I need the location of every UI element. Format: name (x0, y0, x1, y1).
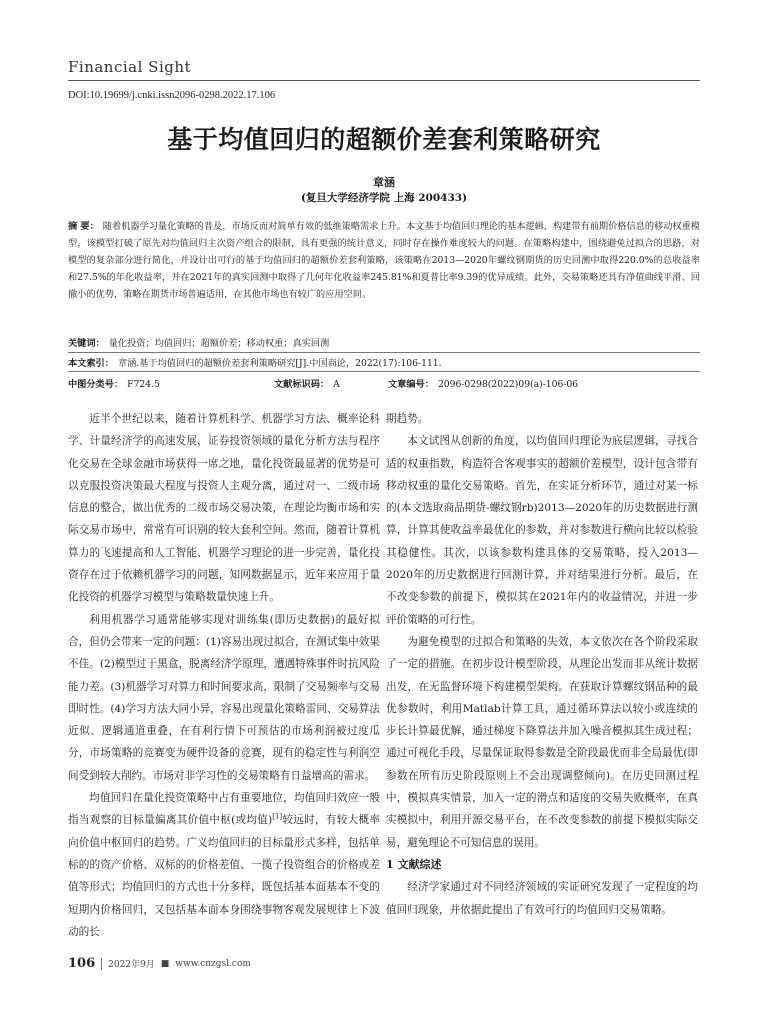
body-paragraph: 近半个世纪以来，随着计算机科学、机器学习方法、概率论科学、计量经济学的高速发展，证券投资领域的量化分析方法与程序化交易在全球金融市场获得一席之地，量化投资最显著的优势是可以克服投资决策最大程度与投资人主观分离，通过对一、二级市场信息的整合，做出优秀的二级市场交易决策，在理论均衡市场和实际交易市场中，常常有可识别的较大套利空间。然而，随着计算机算力的飞速提高和人工智能、机器学习理论的进一步完善，量化投资存在过于依赖机器学习的问题，知网数据显示，近年来应用于量化投资的机器学习模型与策略数量快速上升。 (68, 413, 380, 604)
journal-website[interactable]: www.cnzgsl.com (175, 958, 251, 969)
article-no-value: 2096-0298(2022)09(a)-106-06 (437, 379, 579, 390)
section-heading: 1 文献综述 (386, 857, 442, 871)
body-paragraph: 本文试图从创新的角度，以均值回归理论为底层逻辑，寻找合适的权重指数，构造符合客观事实的超额价差模型，设计包含带有移动权重的量化交易策略。首先，在实证分析环节，通过对某一标的(本文选取商品期货-螺纹钢rb)2013—2020年的历史数据进行测算，计算其使收益率最优化的参数，并对参数进行横向比较以检验其稳健性。其次，以该参数构建具体的交易策略，投入2013—2020年的历史数据进行回测计算，并对结果进行分析。最后，在不改变参数的前提下，模拟其在2021年内的收益情况，并进一步评价策略的可行性。 (386, 435, 698, 626)
keywords (68, 335, 700, 349)
author: 章涵 (373, 176, 395, 189)
footer-divider (101, 958, 102, 970)
abstract-text: 随着机器学习量化策略的普及，市场反而对简单有效的低维策略需求上升。本文基于均值回归理论的基本逻辑，构建带有前期价格信息的移动权重模型，该模型打破了原先对均值回归主次资产组合的限制，具有更强的统计意义，同时存在操作难度较大的问题。在策略构建中，围绕避免过拟合的思路，对模型的复杂部分进行简化，并设计出可行的基于均值回归的超额价差套利策略，该策略在2013—2020年螺纹钢期货的历史回测中取得220.0%的总收益率和27.5%的年化收益率，并在2021年的真实回测中取得了几何年化收益率245.81%和夏普比率9.39的优异成绩。此外，交易策略还具有净值曲线平滑、回撤小的优势，策略在期货市场普遍适用，在其他市场也有较广的应用空间。 (68, 221, 700, 300)
body-paragraph: 利用机器学习通常能够实现对训练集(即历史数据)的最好拟合，但仍会带来一定的问题：(1)容易出现过拟合，在测试集中效果不佳。(2)模型过于黑盒，脱离经济学原理，遭遇特殊事件时抗风险能力差。(3)机器学习对算力和时间要求高，限制了交易频率与交易即时性。(4)学习方法大同小异，容易出现量化策略雷同、交易算法近似、逻辑通道重叠，在有利行情下可预估的市场利润被过度瓜分，市场策略的竞赛变为硬件设备的竞赛，现有的稳定性与利润空间受到较大削约。市场对非学习性的交易策略有日益增高的需求。 (68, 613, 380, 782)
body-column-left (68, 408, 380, 943)
article-no-label: 文章编号： (388, 379, 434, 390)
bullet: ■ (160, 958, 170, 969)
divider (68, 371, 700, 372)
clc-label: 中图分类号： (68, 379, 124, 390)
citation (68, 355, 700, 369)
page-footer (68, 956, 251, 971)
doi: DOI:10.19699/j.cnki.issn2096-0298.2022.17.106 (68, 90, 276, 101)
body-paragraph: 经济学家通过对不同经济领域的实证研究发现了一定程度的均值回归现象，并依据此提出了有效可行的均值回归交易策略。 (386, 881, 698, 916)
citation-label: 本文索引： (68, 358, 114, 369)
affiliation: (复旦大学经济学院 上海 200433) (300, 192, 468, 204)
body-paragraph: 期趋势。 (386, 413, 429, 425)
article-title: 基于均值回归的超额价差套利策略研究 (167, 125, 601, 154)
keywords-text: 量化投资；均值回归；超额价差；移动权重；真实回测 (108, 338, 330, 349)
body-paragraph (68, 787, 380, 943)
header-divider (68, 80, 700, 81)
citation-ref[interactable]: [1] (272, 812, 283, 821)
abstract-label: 摘 要： (68, 221, 99, 232)
issue-date: 2022年9月 (108, 960, 155, 970)
page-number: 106 (68, 956, 96, 971)
body-column-right (386, 408, 698, 921)
divider (68, 352, 700, 353)
clc-value: F724.5 (127, 379, 160, 390)
body-text: 较远时，有较大概率向价值中枢回归的趋势。广义均值回归的目标量形式多样，包括单标的的资产价格、双标的的价格差值、一揽子投资组合的价格或差值等形式；均值回归的方式也十分多样，既包括基本面基本不变的短期内价格回归，又包括基本面本身围绕事物客观发展规律上下波动的长 (68, 814, 381, 938)
body-text: 均值回归在量化投资策略中占有重要地位，均值回归效应一般指当观察的目标量偏离其价值中枢(或均值) (68, 792, 380, 827)
doc-code-label: 文献标识码： (274, 379, 330, 390)
abstract (68, 218, 700, 303)
keywords-label: 关键词： (68, 338, 105, 349)
doc-code-value: A (333, 379, 340, 390)
journal-header: Financial Sight (68, 58, 192, 76)
body-paragraph: 为避免模型的过拟合和策略的失效，本文依次在各个阶段采取了一定的措施。在初步设计模型阶段，从理论出发而非从统计数据出发，在无监督环境下构建模型架构。在获取计算螺纹钢品种的最优参数时，利用Matlab计算工具，通过循环算法以较小或连续的步长计算最优解，通过梯度下降算法并加入噪音模拟其生成过程；通过可视化手段，尽量保证取得参数是全阶段最优而非全局最优(即参数在所有历史阶段原则上不会出现调整倾向)。在历史回测过程中，模拟真实情景，加入一定的滑点和适度的交易失败概率，在真实模拟中，利用开源交易平台，在不改变参数的前提下模拟实际交易，避免理论不可知信息的误用。 (386, 635, 698, 849)
citation-text: 章涵.基于均值回归的超额价差套利策略研究[J].中国商论，2022(17):106-111. (117, 358, 442, 369)
